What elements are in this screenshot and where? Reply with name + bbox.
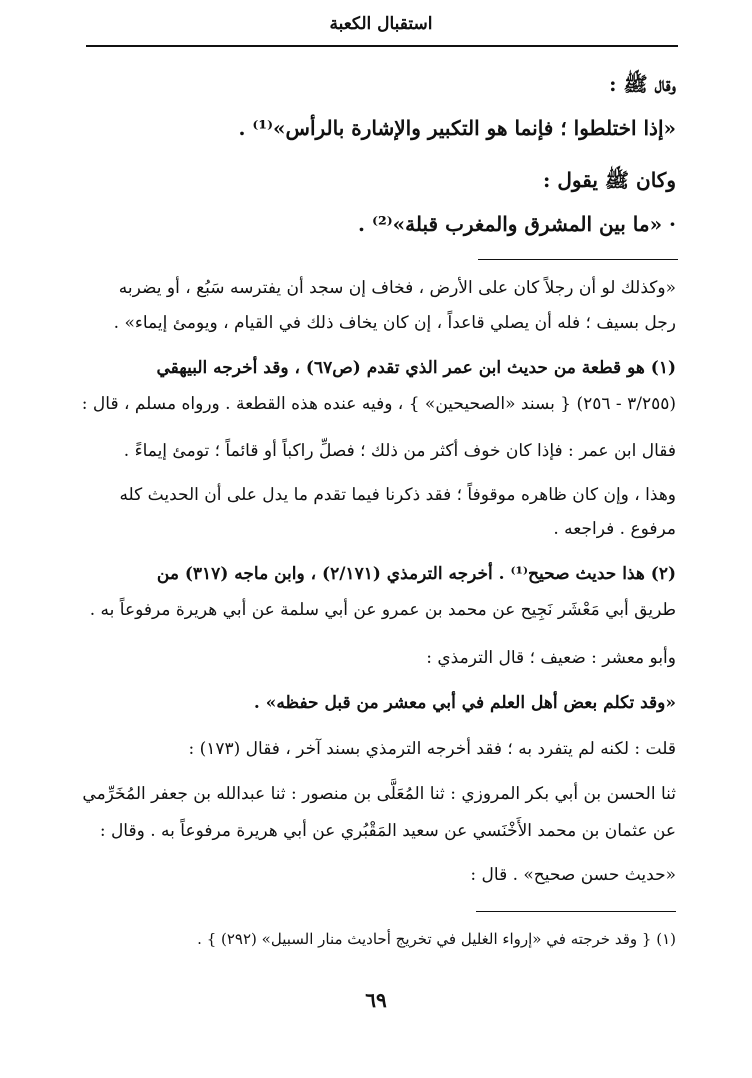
footnote-1-line-1: (١) هو قطعة من حديث ابن عمر الذي تقدم (ص٦٧) ، وقد أخرجه البيهقي (156, 358, 676, 378)
footnote-2-line-2: طريق أبي مَعْشَر نَجِيح عن محمد بن عمرو عن أبي سلمة عن أبي هريرة مرفوعاً به . (89, 600, 676, 620)
footnote-2-quote: «وقد تكلم بعض أهل العلم في أبي معشر من قبل حفظه» . (253, 693, 676, 713)
footnote-1-line-4: وهذا ، وإن كان ظاهره موقوفاً ؛ فقد ذكرنا فيما تقدم ما يدل على أن الحديث كله (119, 485, 676, 505)
header-rule (86, 45, 678, 47)
footnote-1-line-3: فقال ابن عمر : فإذا كان خوف أكثر من ذلك ؛ فصلِّ راكباً أو قائماً ؛ تومئ إيماءً . (123, 441, 676, 461)
footnote-2-line-5: قلت : لكنه لم يتفرد به ؛ فقد أخرجه الترمذي بسند آخر ، فقال (١٧٣) : (188, 739, 676, 759)
footnote-separator (478, 259, 678, 260)
footnote-1-line-2: (٣/٢٥٥ - ٢٥٦) { بسند «الصحيحين» } ، وفيه عنده هذه القطعة . ورواه مسلم ، قال : (81, 394, 676, 414)
footnote-2-line-3: وأبو معشر : ضعيف ؛ قال الترمذي : (426, 648, 676, 668)
footnote-1-line-5: مرفوع . فراجعه . (553, 519, 676, 539)
main-text-line-1: وقال ﷺ : (609, 72, 676, 96)
main-text-line-4: · «ما بين المشرق والمغرب قبلة»⁽²⁾ . (358, 212, 676, 236)
sub-footnote-separator (476, 911, 676, 912)
footnote-2-line-7: عن عثمان بن محمد الأَخْنَسي عن سعيد المَقْبُري عن أبي هريرة مرفوعاً به . وقال : (99, 821, 676, 841)
page-number: ٦٩ (365, 988, 387, 1012)
main-text-line-2: «إذا اختلطوا ؛ فإنما هو التكبير والإشارة بالرأس»⁽¹⁾ . (238, 116, 676, 140)
footnote-continuation-line-1: «وكذلك لو أن رجلاً كان على الأرض ، فخاف إن سجد أن يفترسه سَبُع ، أو يضربه (118, 278, 676, 298)
footnote-continuation-line-2: رجل بسيف ؛ فله أن يصلي قاعداً ، إن كان يخاف ذلك في القيام ، ويومئ إيماء» . (113, 313, 676, 333)
footnote-2-line-6: ثنا الحسن بن أبي بكر المروزي : ثنا المُعَلَّى بن منصور : ثنا عبدالله بن جعفر المُخَرِّمي (82, 784, 676, 804)
footnote-2-line-1: (٢) هذا حديث صحيح⁽¹⁾ . أخرجه الترمذي (٢/١٧١) ، وابن ماجه (٣١٧) من (156, 564, 676, 584)
running-header: استقبال الكعبة (329, 14, 433, 34)
main-text-line-3: وكان ﷺ يقول : (543, 168, 676, 192)
footnote-2-line-8: «حديث حسن صحيح» . قال : (470, 865, 676, 885)
sub-footnote-1: (١) { وقد خرجته في «إرواء الغليل في تخريج أحاديث منار السبيل» (٢٩٢) } . (197, 930, 676, 948)
